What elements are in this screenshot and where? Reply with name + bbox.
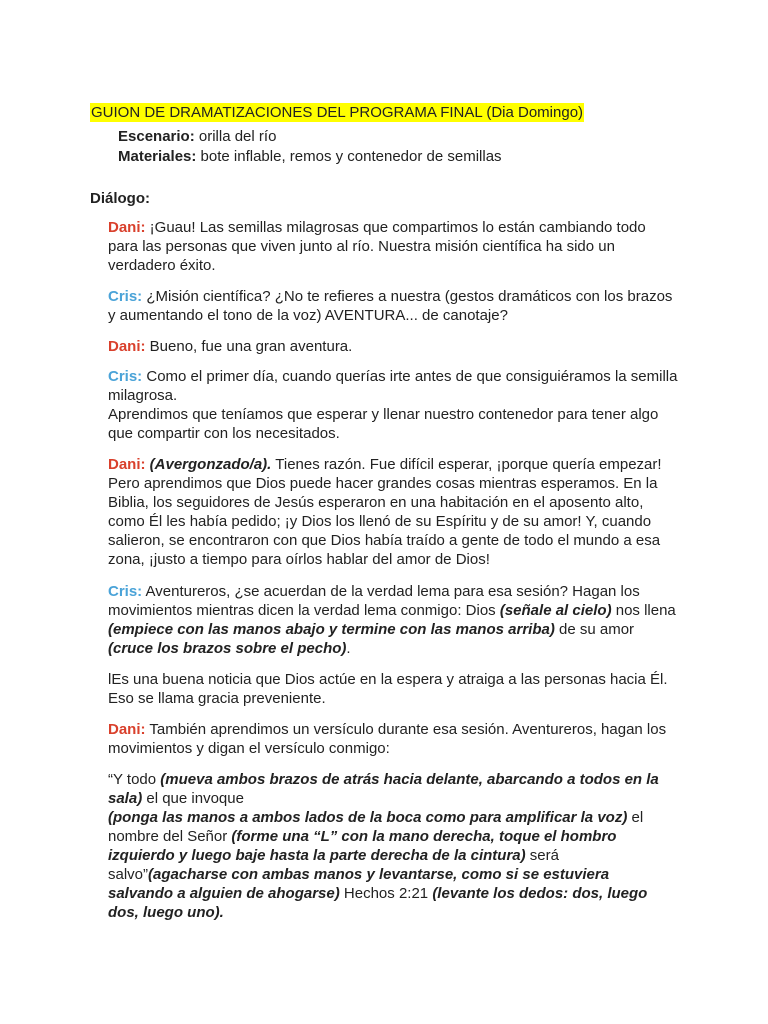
- dialogue-heading: Diálogo:: [90, 190, 150, 207]
- stage-direction: (señale al cielo): [499, 602, 612, 619]
- speaker-cris: Cris:: [108, 368, 143, 385]
- stage-direction: (Avergonzado/a).: [145, 456, 272, 473]
- dialogue-text: Bueno, fue una gran aventura.: [145, 338, 353, 355]
- stage-direction: (agacharse con ambas manos y levantarse, como si se estuviera salvando a alguien de ahogarse): [108, 866, 610, 902]
- dialogue-text: de su amor: [554, 621, 635, 638]
- dialogue-text: Aprendimos que teníamos que esperar y llenar nuestro contenedor para tener algo que compartir con los necesitados.: [108, 406, 659, 442]
- dialogue-text: lEs una buena noticia que Dios actúe en la espera y atraiga a las personas hacia Él. Eso se llama gracia preveniente.: [108, 671, 668, 707]
- document-title: GUION DE DRAMATIZACIONES DEL PROGRAMA FINAL (Dia Domingo): [91, 104, 584, 121]
- stage-direction: (forme una “L” con la mano derecha, toque el hombro izquierdo y luego baje hasta la parte derecha de la cintura): [108, 828, 617, 864]
- speaker-cris: Cris:: [108, 583, 143, 600]
- materiales-label: Materiales:: [118, 148, 197, 165]
- dialogue-block-7: [108, 670, 678, 708]
- stage-direction: (levante los dedos: dos, luego dos, luego uno).: [108, 885, 648, 921]
- dialogue-block-5: [108, 455, 678, 569]
- dialogue-text: Como el primer día, cuando querías irte antes de que consiguiéramos la semilla milagrosa.: [108, 368, 678, 404]
- dialogue-block-2: [108, 287, 678, 325]
- escenario-line: [118, 127, 276, 146]
- speaker-cris: Cris:: [108, 288, 143, 305]
- speaker-dani: Dani:: [108, 338, 146, 355]
- speaker-dani: Dani:: [108, 721, 146, 738]
- materiales-value: bote inflable, remos y contenedor de semillas: [196, 148, 502, 165]
- verse-text: Hechos 2:21: [339, 885, 433, 902]
- stage-direction: (mueva ambos brazos de atrás hacia delante, abarcando a todos en la sala): [108, 771, 659, 807]
- dialogue-text: .: [346, 640, 351, 657]
- dialogue-text: También aprendimos un versículo durante esa sesión. Aventureros, hagan los movimientos y digan el versículo conmigo:: [108, 721, 667, 757]
- verse-text: será salvo”: [108, 847, 559, 883]
- speaker-dani: Dani:: [108, 456, 146, 473]
- escenario-value: orilla del río: [194, 128, 277, 145]
- dialogue-text: nos llena: [611, 602, 676, 619]
- stage-direction: (cruce los brazos sobre el pecho): [108, 640, 347, 657]
- verse-text: el que invoque: [142, 790, 244, 807]
- dialogue-block-8: [108, 720, 678, 758]
- dialogue-text: ¿Misión científica? ¿No te refieres a nuestra (gestos dramáticos con los brazos y aumentando el tono de la voz) AVENTURA... de canotaje?: [108, 288, 673, 324]
- dialogue-block-1: [108, 218, 678, 275]
- dialogue-text: ¡Guau! Las semillas milagrosas que compartimos lo están cambiando todo para las personas que viven junto al río. Nuestra misión científica ha sido un verdadero éxito.: [108, 219, 646, 274]
- verse-text: el nombre del Señor: [108, 809, 644, 845]
- dialogue-text: Tienes razón. Fue difícil esperar, ¡porque quería empezar! Pero aprendimos que Dios puede hacer grandes cosas mientras esperamos. En la Biblia, los seguidores de Jesús esperaron en una habitación en el aposento alto, como Él les había pedido; ¡y Dios los llenó de su Espíritu y de su amor! Y, cuando salieron, se encontraron con que Dios había traído a gente de todo el mundo a esa zona, ¡justo a tiempo para oírlos hablar del amor de Dios!: [108, 456, 662, 568]
- stage-direction: (empiece con las manos abajo y termine con las manos arriba): [108, 621, 555, 638]
- escenario-label: Escenario:: [118, 128, 195, 145]
- dialogue-text: Aventureros, ¿se acuerdan de la verdad lema para esa sesión? Hagan los movimientos mientras dicen la verdad lema conmigo: Dios: [108, 583, 640, 619]
- dialogue-block-4: [108, 367, 678, 443]
- materiales-line: [118, 147, 502, 166]
- stage-direction: (ponga las manos a ambos lados de la boca como para amplificar la voz): [108, 809, 628, 826]
- dialogue-block-6: [108, 582, 678, 658]
- verse-text: “Y todo: [108, 771, 161, 788]
- dialogue-block-3: [108, 337, 678, 356]
- verse-block: [108, 770, 678, 922]
- speaker-dani: Dani:: [108, 219, 146, 236]
